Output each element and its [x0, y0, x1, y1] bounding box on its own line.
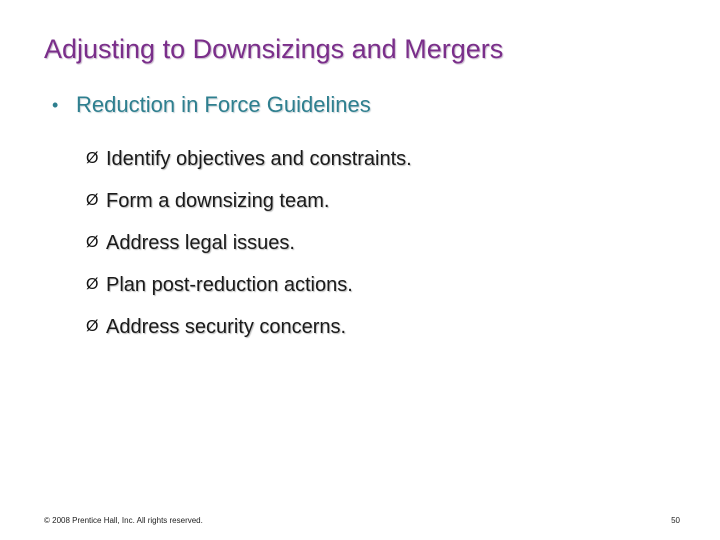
- list-item: [86, 180, 412, 222]
- main-bullet-text: Reduction in Force Guidelines: [76, 92, 371, 117]
- list-item-text: Address security concerns.: [106, 315, 347, 338]
- page-number: 50: [671, 516, 680, 525]
- arrow-bullet-icon: Ø: [86, 276, 99, 293]
- list-item: [86, 264, 412, 306]
- arrow-bullet-icon: Ø: [86, 318, 99, 335]
- bullet-dot-icon: •: [52, 94, 59, 115]
- slide-title: Adjusting to Downsizings and Mergers: [44, 34, 504, 64]
- list-item-text: Plan post-reduction actions.: [106, 273, 353, 296]
- list-item-text: Address legal issues.: [106, 231, 295, 254]
- arrow-bullet-icon: Ø: [86, 234, 99, 251]
- arrow-bullet-icon: Ø: [86, 192, 99, 209]
- copyright-footer: © 2008 Prentice Hall, Inc. All rights reserved.: [44, 516, 203, 525]
- main-bullet: [52, 92, 371, 118]
- list-item-text: Form a downsizing team.: [106, 189, 330, 212]
- arrow-bullet-icon: Ø: [86, 150, 99, 167]
- list-item-text: Identify objectives and constraints.: [106, 147, 412, 170]
- list-item: [86, 306, 412, 348]
- guidelines-list: [86, 138, 412, 348]
- list-item: [86, 138, 412, 180]
- list-item: [86, 222, 412, 264]
